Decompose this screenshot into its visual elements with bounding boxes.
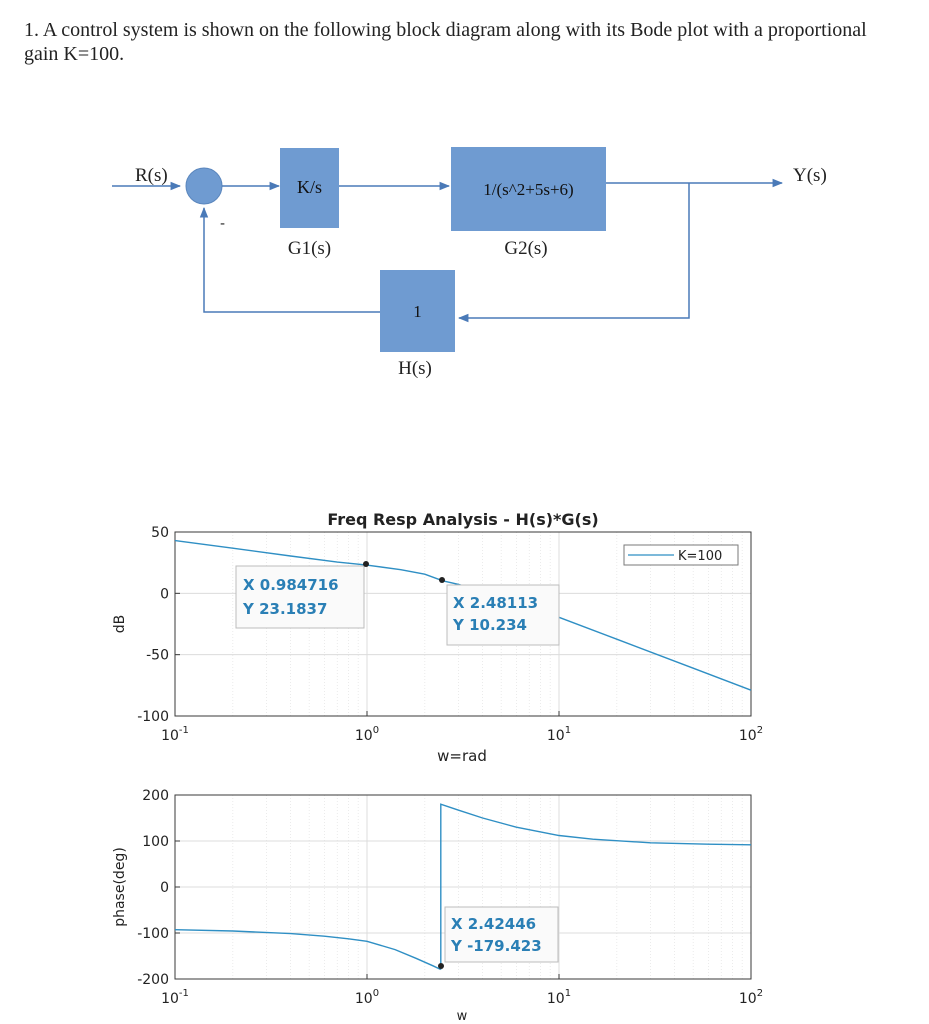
- phase-y-tick-label: -200: [137, 972, 169, 988]
- datatip-3-x: X 2.42446: [451, 915, 537, 933]
- datatip-3: [438, 907, 558, 969]
- g2-block-label: G2(s): [504, 238, 548, 259]
- input-label: R(s): [135, 165, 168, 186]
- magnitude-x-tick-label: $10^0$: [354, 725, 380, 744]
- phase-series-line: [175, 930, 441, 970]
- magnitude-y-tick-label: 0: [160, 586, 169, 603]
- magnitude-x-axis-label: w=rad: [437, 747, 487, 765]
- summing-minus-sign: -: [220, 216, 226, 232]
- block-diagram: [112, 147, 827, 379]
- magnitude-legend: [624, 545, 738, 565]
- phase-y-ticks: [137, 788, 180, 988]
- phase-x-tick-label: $10^0$: [354, 988, 380, 1007]
- datatip-2: [439, 577, 559, 645]
- phase-x-tick-label: $10^2$: [738, 988, 764, 1007]
- datatip-3-y: Y -179.423: [451, 937, 542, 955]
- g1-block-label: G1(s): [287, 238, 332, 259]
- datatip-1-y: Y 23.1837: [243, 600, 328, 618]
- datatip-1-marker: [363, 561, 369, 567]
- g2-block-content: 1/(s^2+5s+6): [483, 180, 574, 199]
- datatip-2-marker: [439, 577, 445, 583]
- h-block-content: 1: [413, 302, 422, 321]
- phase-y-tick-label: -100: [137, 926, 169, 942]
- phase-x-axis-label: w: [456, 1009, 468, 1024]
- magnitude-x-tick-label: $10^2$: [738, 725, 764, 744]
- h-block-label: H(s): [398, 358, 432, 379]
- magnitude-y-axis-label: dB: [112, 614, 128, 634]
- magnitude-y-ticks: [137, 525, 180, 725]
- output-label: Y(s): [793, 165, 827, 186]
- phase-y-tick-label: 200: [142, 788, 169, 804]
- phase-y-tick-label: 100: [142, 834, 169, 850]
- magnitude-plot-title: Freq Resp Analysis - H(s)*G(s): [327, 510, 599, 529]
- phase-y-tick-label: 0: [160, 880, 169, 896]
- phase-plot: [112, 788, 763, 1024]
- summing-junction: [186, 168, 222, 204]
- magnitude-x-tick-label: $10^{-1}$: [161, 725, 189, 744]
- datatip-1: [236, 561, 369, 628]
- g1-block-content: K/s: [296, 177, 323, 197]
- magnitude-y-tick-label: -50: [146, 647, 169, 664]
- magnitude-y-tick-label: 50: [151, 525, 169, 541]
- phase-y-axis-label: phase(deg): [112, 847, 128, 927]
- datatip-3-marker: [438, 963, 444, 969]
- phase-x-tick-label: $10^1$: [546, 988, 572, 1007]
- datatip-2-y: Y 10.234: [453, 616, 527, 634]
- phase-x-tick-label: $10^{-1}$: [161, 988, 189, 1007]
- magnitude-y-tick-label: -100: [137, 709, 169, 725]
- legend-entry-k100: K=100: [678, 549, 723, 564]
- magnitude-x-tick-label: $10^1$: [546, 725, 572, 744]
- question-text: 1. A control system is shown on the following block diagram along with its Bode plot with a proportional gain K=100.: [24, 19, 867, 65]
- datatip-2-x: X 2.48113: [453, 594, 539, 612]
- datatip-1-x: X 0.984716: [243, 576, 339, 594]
- magnitude-plot: [112, 510, 763, 765]
